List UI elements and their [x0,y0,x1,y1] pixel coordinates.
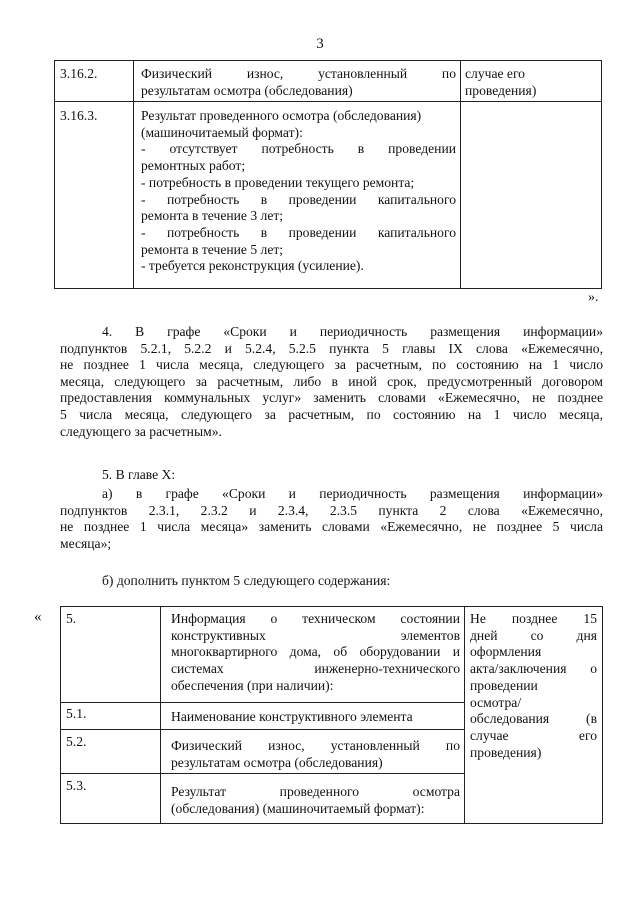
table-border [54,60,602,61]
table-border [60,823,603,824]
row-description: Результат проведенного осмотра (обследования) (машиночитаемый формат): [171,784,460,816]
opening-quote: « [34,609,42,625]
row-description: Информация о техническом состоянии конструктивных элементов многоквартирного дома, об оборудовании и системах инженерно-технического обеспечения (при наличии): [171,611,460,693]
table-border [602,606,603,824]
table-border [60,606,61,824]
paragraph-5b: б) дополнить пунктом 5 следующего содержания: [102,573,391,588]
table-border [54,101,602,102]
row-number: 3.16.2. [60,66,98,81]
row-description: Физический износ, установленный по результатам осмотра (обследования) [171,738,460,770]
table-border [60,729,464,730]
table-border [60,606,603,607]
table-border [54,60,55,289]
table-border [54,288,602,289]
paragraph-5-heading: 5. В главе X: [102,467,176,482]
table-border [464,606,465,824]
table-border [160,606,161,824]
table-border [60,773,464,774]
row-description: Результат проведенного осмотра (обследования) (машиночитаемый формат): - отсутствует потребность в проведении ремонтных работ; - потребность в проведении текущего ремонта; - потребность в проведении капитального ремонта в течение 3 лет; - потребность в проведении капитального ремонта в течение 5 лет; - требуется реконструкция (усиление). [141,108,456,274]
row-number: 5.3. [66,778,87,793]
paragraph-4: 4. В графе «Сроки и периодичность размещения информации» подпунктов 5.2.1, 5.2.2 и 5.2.4, 5.2.5 пункта 5 главы IX слова «Ежемесячно, не позднее 1 числа месяца, следующего за расчетным, по состоянию на 1 число месяца, следующего за расчетным, либо в иной срок, предусмотренный договором предоставления коммунальных услуг» заменить словами «Ежемесячно, не позднее 5 числа месяца, следующего за расчетным, по состоянию на 1 число месяца, следующего за расчетным». [60,324,603,439]
table-border [60,702,464,703]
table-border [133,60,134,289]
row-description: Наименование конструктивного элемента [171,709,413,724]
term-cell: Не позднее 15 дней со дня оформления акта/заключения о проведении осмотра/ обследования (в случае его проведения) [470,611,597,760]
row-term: случае его проведения) [465,66,537,98]
table-border [460,60,461,289]
table-border [601,60,602,289]
page-number: 3 [316,36,324,52]
paragraph-5a: а) в графе «Сроки и периодичность размещения информации» подпунктов 2.3.1, 2.3.2 и 2.3.4, 2.3.5 пункта 2 слова «Ежемесячно, не позднее 1 числа месяца» заменить словами «Ежемесячно, не позднее 5 числа месяца»; [60,486,603,551]
row-number: 3.16.3. [60,108,98,123]
closing-quote: ». [588,290,599,305]
row-number: 5. [66,611,77,626]
row-number: 5.2. [66,734,87,749]
row-description: Физический износ, установленный по результатам осмотра (обследования) [141,66,456,98]
row-number: 5.1. [66,706,87,721]
